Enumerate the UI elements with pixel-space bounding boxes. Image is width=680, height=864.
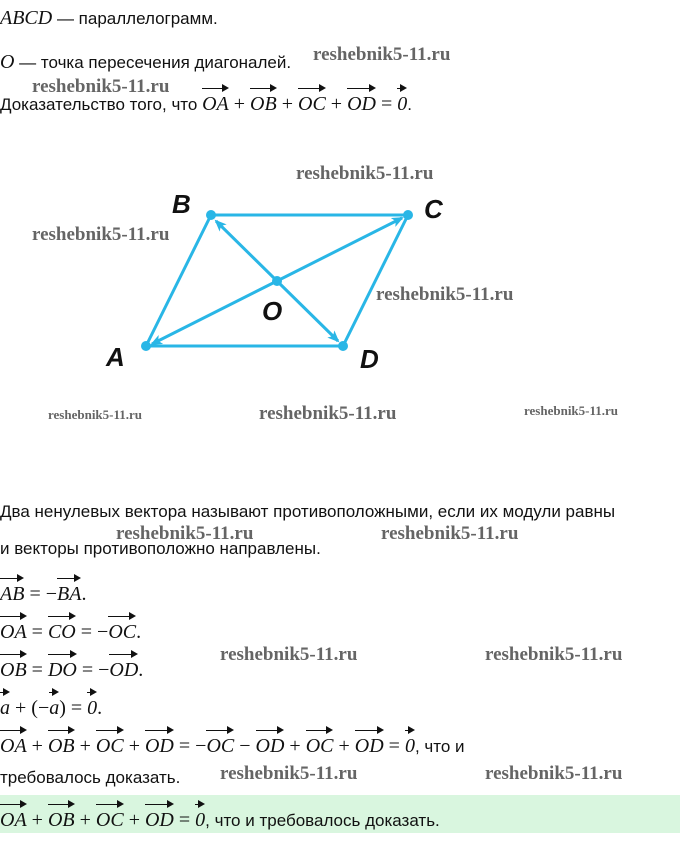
vector-oa: OA [0, 614, 27, 644]
point-d [338, 341, 348, 351]
vector-od-arrow [277, 281, 338, 341]
equation-sum: OA + OB + OC + OD = −OC − OD + OC + OD = 0, что и [0, 728, 465, 759]
watermark: reshebnik5-11.ru [485, 644, 623, 665]
statement-to-prove: Доказательство того, что OA + OB + OC + OD = 0. [0, 86, 412, 117]
vector-od: OD [109, 652, 138, 682]
label-o: O [262, 296, 283, 326]
vector-a: a [0, 690, 10, 720]
vector-od: OD [145, 728, 174, 758]
watermark: reshebnik5-11.ru [116, 523, 254, 544]
vector-od: OD [347, 86, 376, 116]
vector-ob: OB [48, 728, 75, 758]
vector-od: OD [145, 802, 174, 832]
vector-ba: BA [57, 576, 81, 606]
zero-vector: 0 [195, 802, 205, 832]
watermark: reshebnik5-11.ru [381, 523, 519, 544]
vector-a-neg: a [49, 690, 59, 720]
vector-oc: OC [96, 728, 124, 758]
watermark: reshebnik5-11.ru [220, 763, 358, 784]
vector-ob: OB [250, 86, 277, 116]
equation-ob: OB = DO = −OD. [0, 652, 143, 683]
watermark: reshebnik5-11.ru [296, 163, 434, 184]
vector-oa: OA [0, 802, 27, 832]
equation-ab: AB = −BA. [0, 576, 86, 607]
watermark: reshebnik5-11.ru [32, 76, 170, 97]
definition-line-2: и векторы противоположно направлены. [0, 539, 321, 558]
vector-oc: OC [206, 728, 234, 758]
vector-oa-arrow [152, 281, 277, 344]
zero-vector: 0 [87, 690, 97, 720]
vector-do: DO [48, 652, 77, 682]
watermark: reshebnik5-11.ru [259, 403, 397, 424]
watermark: reshebnik5-11.ru [48, 407, 143, 422]
vector-oc: OC [306, 728, 334, 758]
zero-vector: 0 [397, 86, 407, 116]
point-c [403, 210, 413, 220]
watermark: reshebnik5-11.ru [220, 644, 358, 665]
label-a: A [106, 342, 125, 372]
vector-oc: OC [108, 614, 136, 644]
point-b [206, 210, 216, 220]
vector-od: OD [256, 728, 285, 758]
label-c: C [424, 194, 443, 224]
math-abcd: ABCD [0, 7, 53, 29]
watermark: reshebnik5-11.ru [376, 284, 514, 305]
watermark: reshebnik5-11.ru [313, 44, 451, 65]
point-a [141, 341, 151, 351]
watermark: reshebnik5-11.ru [485, 763, 623, 784]
point-o [272, 276, 282, 286]
tail-text: , что и [414, 737, 465, 756]
definition-line-1: Два ненулевых вектора называют противоположными, если их модули равны [0, 502, 616, 521]
final-answer: OA + OB + OC + OD = 0, что и требовалось доказать. [0, 802, 440, 833]
vector-ob: OB [0, 652, 27, 682]
vector-oc-arrow [277, 218, 402, 281]
watermark: reshebnik5-11.ru [524, 403, 619, 418]
label-b: B [172, 189, 191, 219]
tail-text: , что и требовалось доказать. [205, 811, 440, 830]
vector-oc: OC [96, 802, 124, 832]
vector-oa: OA [202, 86, 229, 116]
equation-sum-tail: требовалось доказать. [0, 768, 181, 787]
statement-text: — параллелограмм. [52, 9, 218, 28]
statement-text: Доказательство того, что [0, 95, 203, 114]
vector-ob: OB [48, 802, 75, 832]
vector-oc: OC [298, 86, 326, 116]
statement-text: — точка пересечения диагоналей. [14, 53, 292, 72]
vector-ab: AB [0, 576, 24, 606]
equation-oa: OA = CO = −OC. [0, 614, 141, 645]
math-o: O [0, 51, 15, 73]
watermark: reshebnik5-11.ru [32, 224, 170, 245]
vector-ob-arrow [216, 221, 277, 281]
label-d: D [360, 344, 379, 374]
vector-oa: OA [0, 728, 27, 758]
vector-od: OD [355, 728, 384, 758]
vector-co: CO [48, 614, 76, 644]
period: . [407, 95, 412, 114]
equation-opposite: a + (−a) = 0. [0, 690, 102, 721]
zero-vector: 0 [405, 728, 415, 758]
